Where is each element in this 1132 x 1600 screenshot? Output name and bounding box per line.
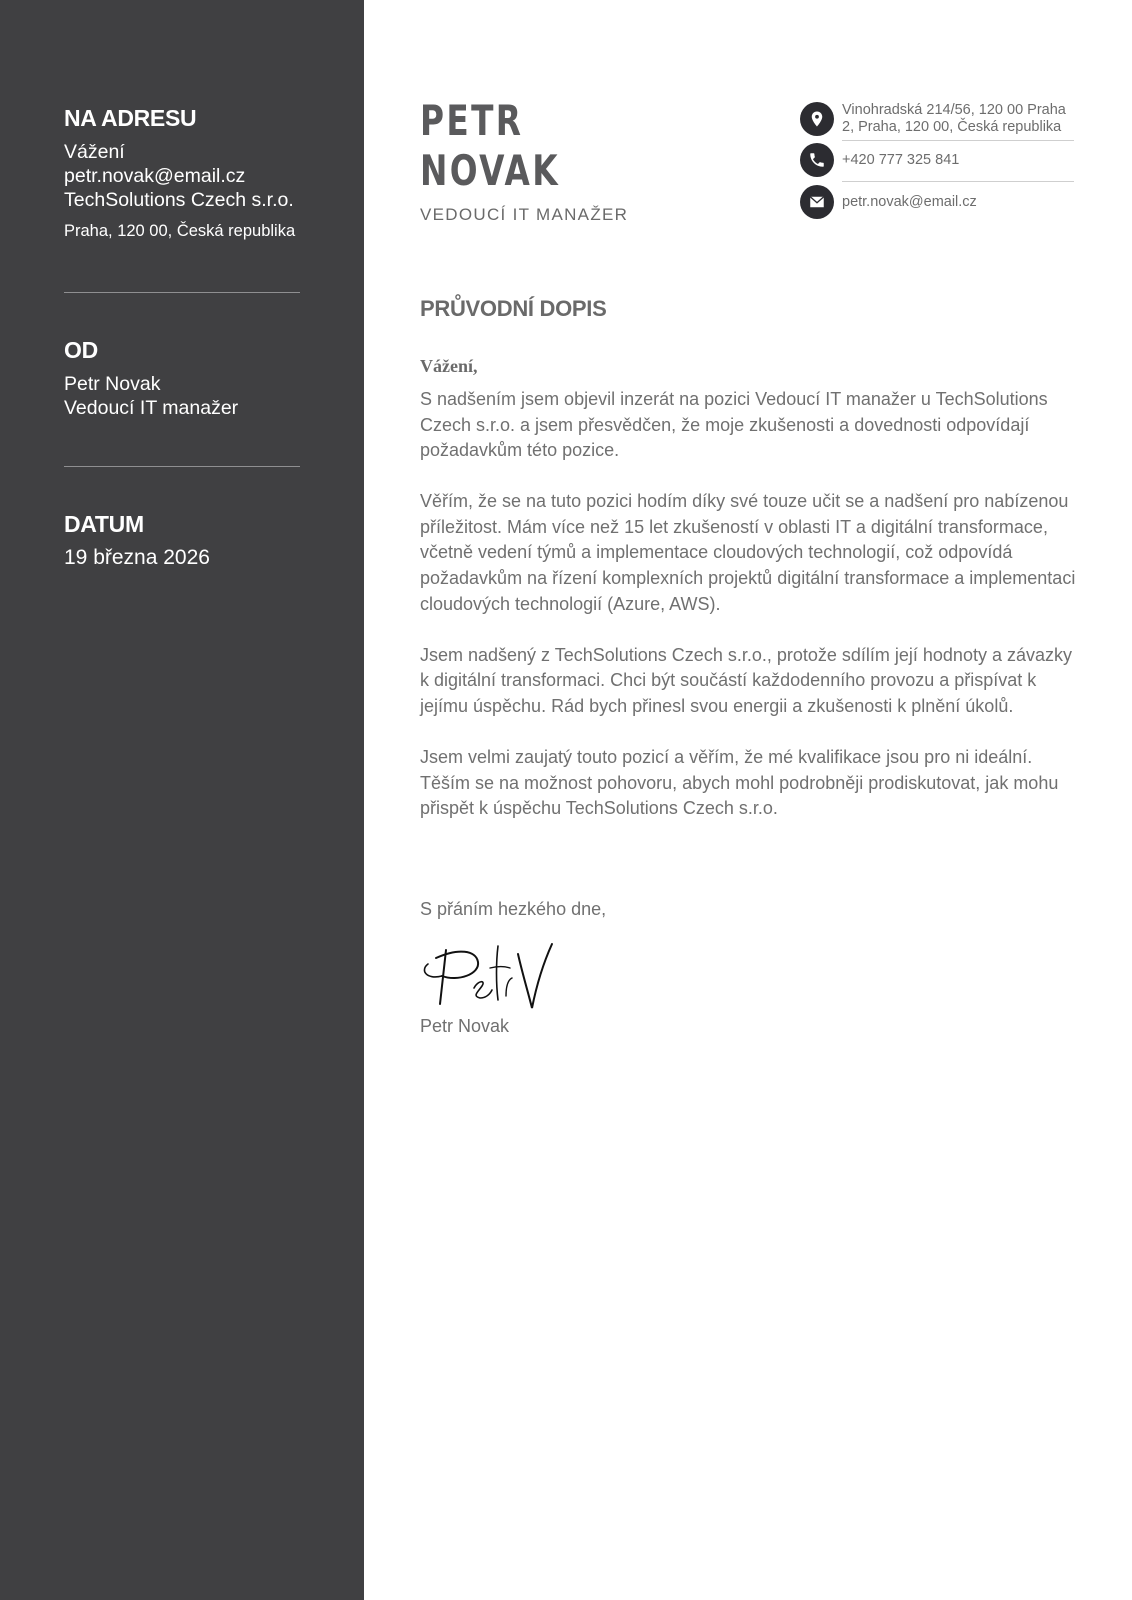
sidebar (0, 0, 364, 1600)
first-name: PETR (420, 96, 524, 145)
address-line-2: 2, Praha, 120 00, Česká republika (842, 119, 1062, 135)
sender-name: Petr Novak (64, 373, 161, 395)
letter-body (420, 387, 1080, 847)
date-section (64, 510, 300, 570)
letter-paragraph: Jsem nadšený z TechSolutions Czech s.r.o., protože sdílím její hodnoty a závazky k digitální transformaci. Chci být součástí každodenního provozu a přispívat k jejímu úspěchu. Rád bych přinesl svou energii a zkušenosti k plnění úkolů. (420, 644, 1072, 716)
email-address[interactable]: petr.novak@email.cz (842, 194, 977, 210)
recipient-company: TechSolutions Czech s.r.o. (64, 189, 294, 211)
signer-name: Petr Novak (420, 1016, 510, 1036)
recipient-heading: NA ADRESU (64, 105, 197, 131)
letter-paragraph: S nadšením jsem objevil inzerát na pozici Vedoucí IT manažer u TechSolutions Czech s.r.o. a jsem přesvědčen, že moje zkušenosti a dovednosti odpovídají požadavkům této pozice. (420, 389, 1048, 461)
contact-divider (842, 140, 1074, 141)
applicant-name (420, 96, 560, 196)
contact-divider (842, 181, 1074, 182)
sender-heading: OD (64, 337, 98, 363)
sender-section (64, 336, 300, 420)
contact-phone (800, 143, 1074, 179)
salutation: Vážení, (420, 356, 478, 376)
address-line-1: Vinohradská 214/56, 120 00 Praha (842, 102, 1066, 118)
recipient-address: Praha, 120 00, Česká republika (64, 222, 296, 240)
letter-title: PRŮVODNÍ DOPIS (420, 296, 607, 321)
location-icon (800, 102, 834, 136)
signature-graphic (418, 940, 558, 1016)
signature (418, 940, 558, 1021)
letter-paragraph: Jsem velmi zaujatý touto pozicí a věřím, že mé kvalifikace jsou pro ni ideální. Těším se na možnost pohovoru, abych mohl podrobněji prodiskutovat, jak mohu přispět k úspěchu TechSolutions Czech s.r.o. (420, 747, 1059, 819)
date-heading: DATUM (64, 511, 144, 537)
date-value: 19 března 2026 (64, 546, 210, 569)
recipient-section (64, 104, 300, 243)
phone-number[interactable]: +420 777 325 841 (842, 152, 960, 168)
contact-address-text (842, 102, 1074, 136)
email-icon (800, 185, 834, 219)
letter-paragraph: Věřím, že se na tuto pozici hodím díky své touze učit se a nadšení pro nabízenou příležitost. Mám více než 15 let zkušeností v oblasti IT a digitální transformace, včetně vedení týmů a implementace cloudových technologií, což odpovídá požadavkům na řízení komplexních projektů digitální transformace a implementaci cloudových technologií (Azure, AWS). (420, 491, 1076, 614)
sender-title: Vedoucí IT manažer (64, 397, 239, 419)
recipient-email: petr.novak@email.cz (64, 165, 246, 187)
job-title: VEDOUCÍ IT MANAŽER (420, 205, 629, 224)
recipient-greeting: Vážení (64, 141, 125, 163)
phone-icon (800, 143, 834, 177)
contact-address (800, 102, 1074, 138)
last-name: NOVAK (420, 146, 560, 195)
sidebar-divider (64, 292, 300, 293)
sidebar-divider (64, 466, 300, 467)
contact-email (800, 185, 1074, 221)
closing: S přáním hezkého dne, (420, 899, 607, 919)
